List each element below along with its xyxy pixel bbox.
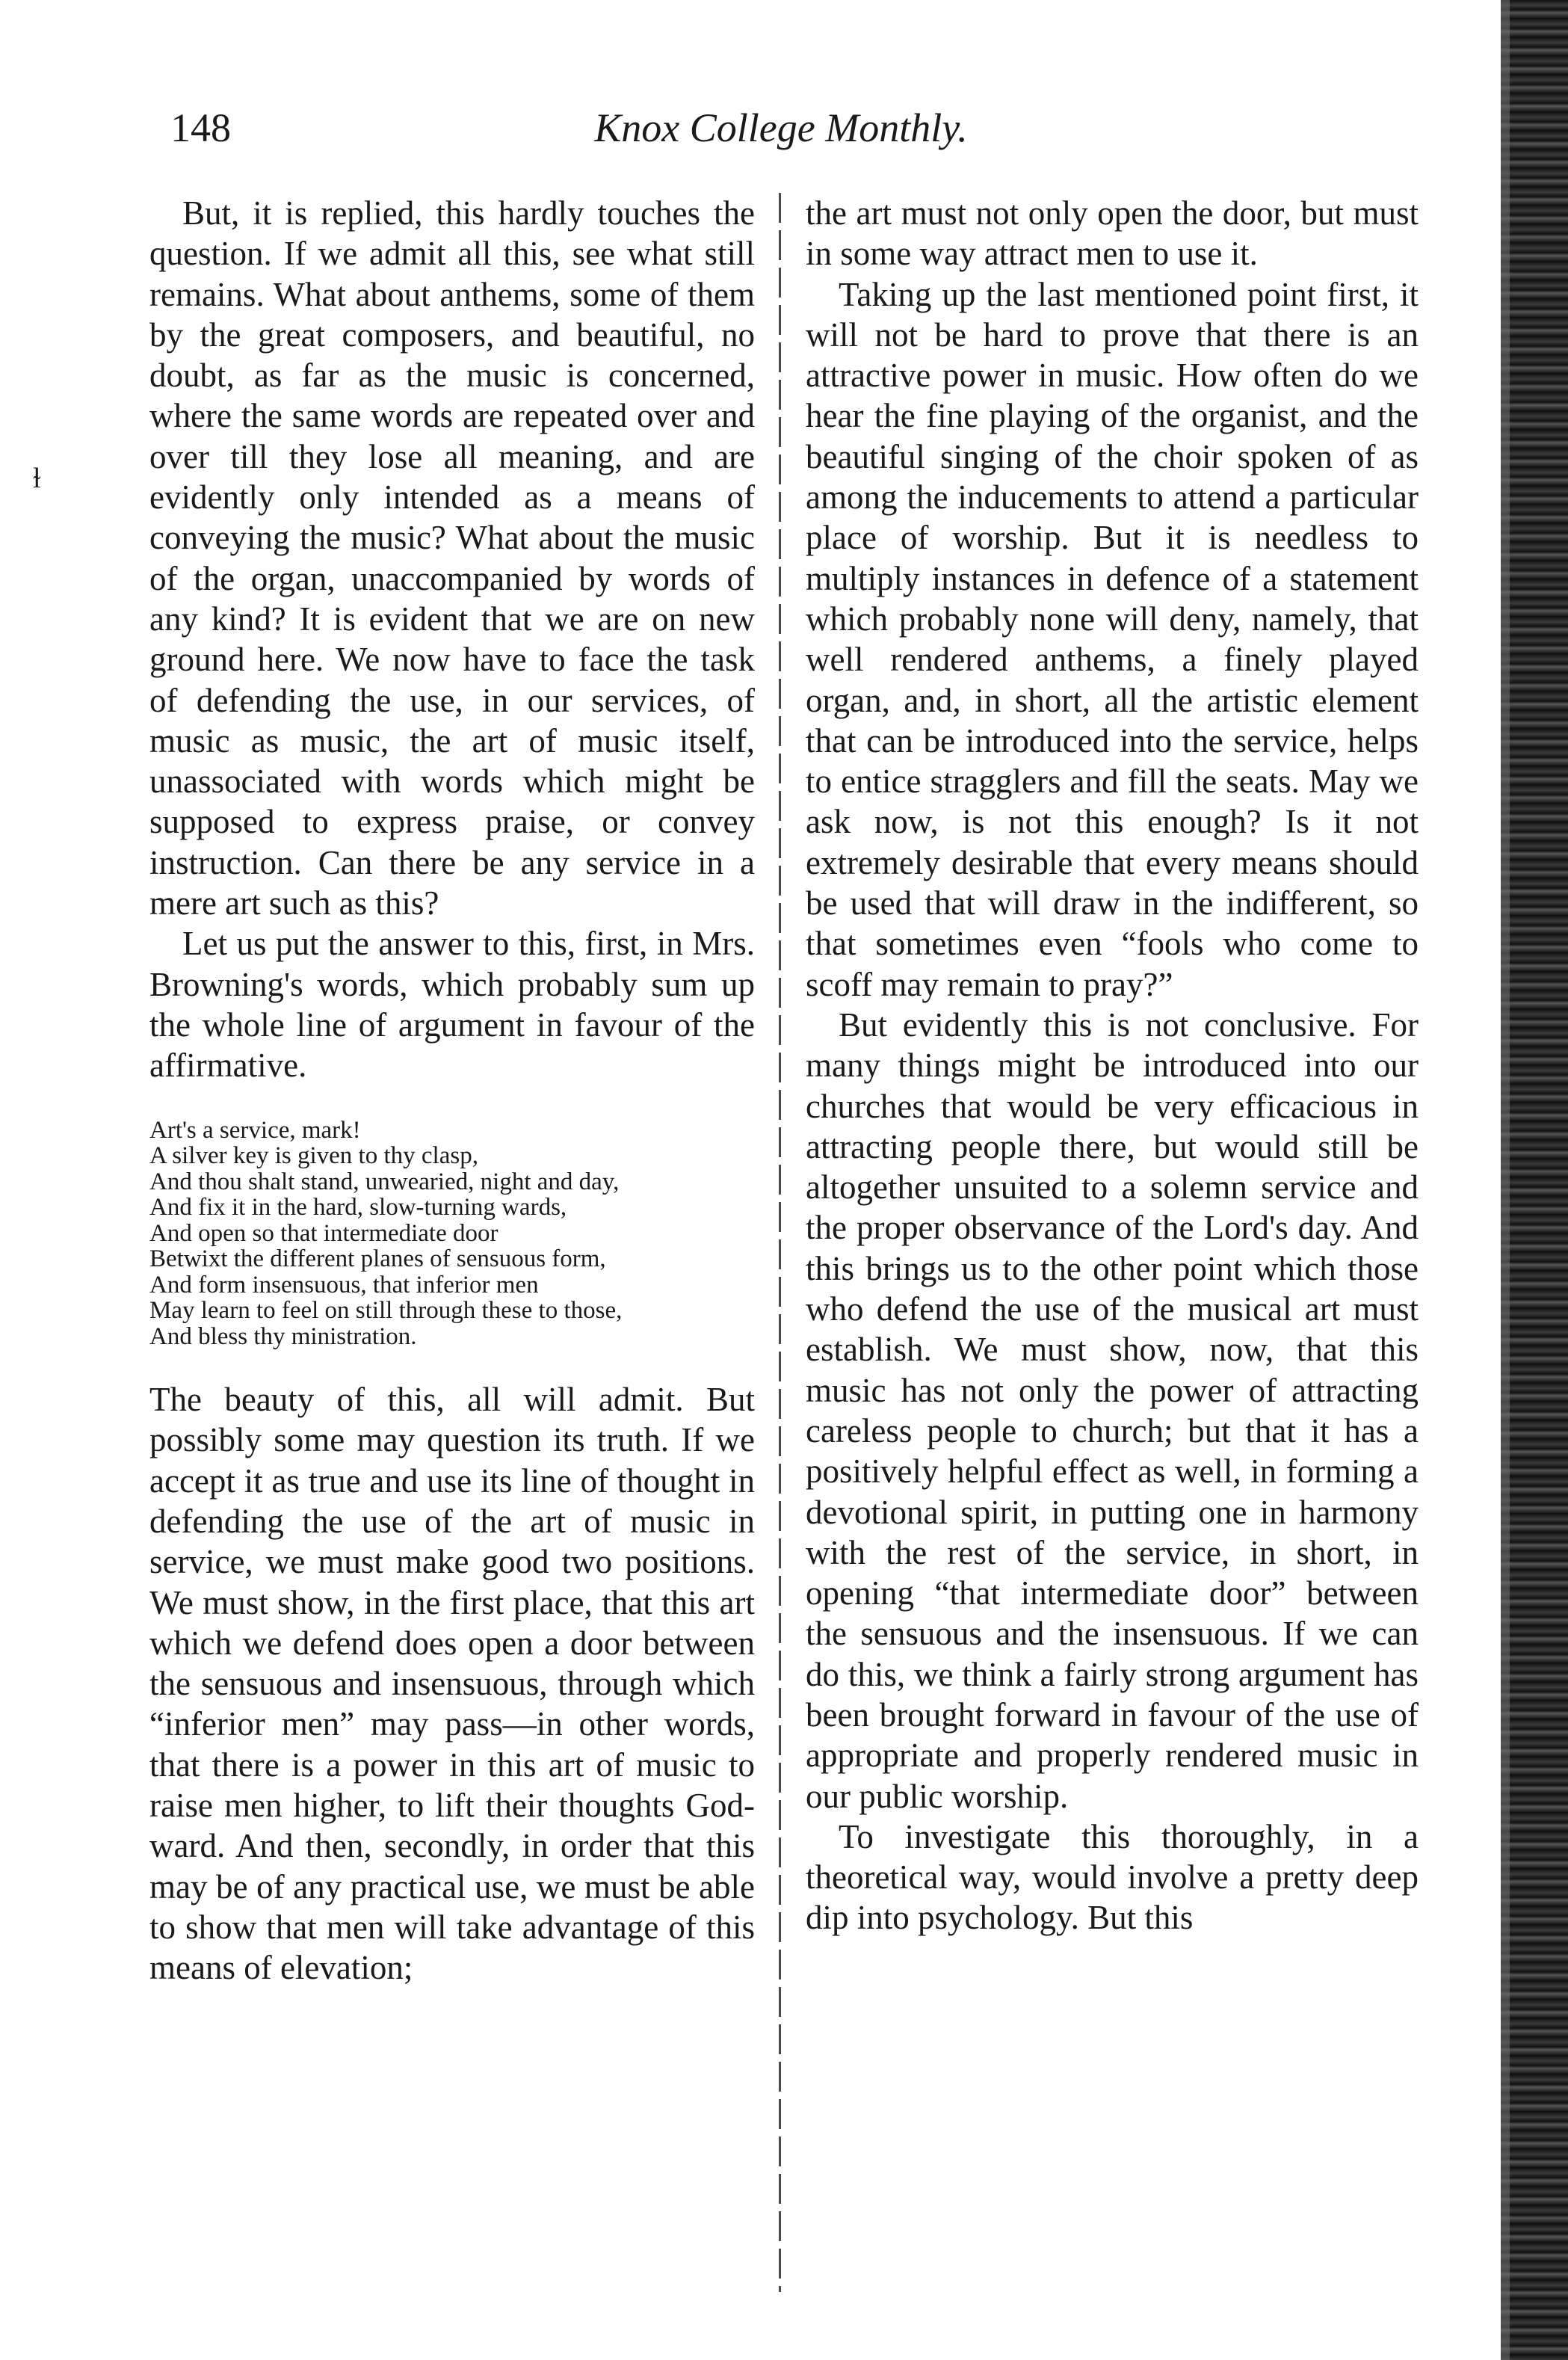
page-number: 148 bbox=[170, 105, 231, 150]
margin-mark: ɫ bbox=[33, 463, 41, 494]
paragraph: Let us put the answer to this, first, in Mrs. Browning's words, which probably sum up the whole line of argument in favour of the affirmative. bbox=[149, 925, 755, 1085]
paragraph: But evidently this is not conclusive. For many things might be introduced into our churches that would be very efficacious in attracting people there, but would still be altogether unsuited to a solemn service and the proper observance of the Lord's day. And this brings us to the other point which those who defend the use of the musical art must establish. We must show, now, that this music has not only the power of attracting careless people to church; but that it has a positively helpful effect as well, in forming a devotional spirit, in putting one in harmony with the rest of the service, in short, in opening “that intermediate door” between the sensuous and the insensuous. If we can do this, we think a fairly strong argument has been brought forward in favour of the use of appropriate and properly rendered music in our public worship. bbox=[806, 1005, 1419, 1815]
paragraph: The beauty of this, all will admit. But possibly some may question its truth. If we accept it as true and use its line of thought in defending the use of the art of music in service, we must make good two positions. We must show, in the first place, that this art which we defend does open a door between the sensuous and insensuous, through which “inferior men” may pass—in other words, that there is a power in this art of music to raise men higher, to lift their thoughts God-ward. And then, secondly, in order that this may be of any practical use, we must be able to show that men will take advantage of this means of elevation; bbox=[149, 1381, 755, 1987]
poem-line: And open so that intermediate door bbox=[149, 1219, 499, 1247]
page-header bbox=[149, 105, 1413, 164]
left-column bbox=[149, 193, 755, 1988]
page-edge-shadow bbox=[1501, 0, 1510, 2360]
poem-line: And fix it in the hard, slow-turning wards, bbox=[149, 1194, 567, 1221]
poem-line: And bless thy ministration. bbox=[149, 1322, 417, 1350]
poem-line: And thou shalt stand, unwearied, night and day, bbox=[149, 1168, 620, 1195]
paragraph: But, it is replied, this hardly touches the question. If we admit all this, see what still remains. What about anthems, some of them by the great composers, and beautiful, no doubt, as far as the music is concerned, where the same words are repeated over and over till they lose all meaning, and are evidently only intended as a means of conveying the music? What about the music of the organ, unaccompanied by words of any kind? It is evident that we are on new ground here. We now have to face the task of defending the use, in our services, of music as music, the art of music itself, unassociated with words which might be supposed to express praise, or convey instruction. Can there be any service in a mere art such as this? bbox=[149, 194, 755, 922]
poem-line: Betwixt the different planes of sensuous form, bbox=[149, 1245, 606, 1273]
poem-line: May learn to feel on still through these to those, bbox=[149, 1297, 623, 1325]
running-title: Knox College Monthly. bbox=[594, 105, 968, 150]
poem-line: Art's a service, mark! bbox=[149, 1116, 361, 1144]
paragraph: Taking up the last mentioned point first, it will not be hard to prove that there is an attractive power in music. How often do we hear the fine playing of the organist, and the beautiful singing of the choir spoken of as among the inducements to attend a particular place of worship. But it is needless to multiply instances in defence of a statement which probably none will deny, namely, that well rendered anthems, a finely played organ, and, in short, all the artistic element that can be introduced into the service, helps to entice stragglers and fill the seats. May we ask now, is not this enough? Is it not extremely desirable that every means should be used that will draw in the indifferent, so that sometimes even “fools who come to scoff may remain to pray?” bbox=[806, 275, 1419, 1003]
poem-line: A silver key is given to thy clasp, bbox=[149, 1142, 478, 1170]
poem-line: And form insensuous, that inferior men bbox=[149, 1271, 539, 1298]
poem-quote bbox=[149, 1118, 755, 1350]
paragraph-continuation: the art must not only open the door, but must in some way attract men to use it. bbox=[806, 194, 1419, 273]
paragraph: To investigate this thoroughly, in a theoretical way, would involve a pretty deep dip into psychology. But this bbox=[806, 1817, 1419, 1937]
right-column bbox=[806, 193, 1419, 1938]
scanned-page-edge bbox=[1501, 0, 1568, 2360]
column-divider bbox=[779, 193, 781, 2292]
